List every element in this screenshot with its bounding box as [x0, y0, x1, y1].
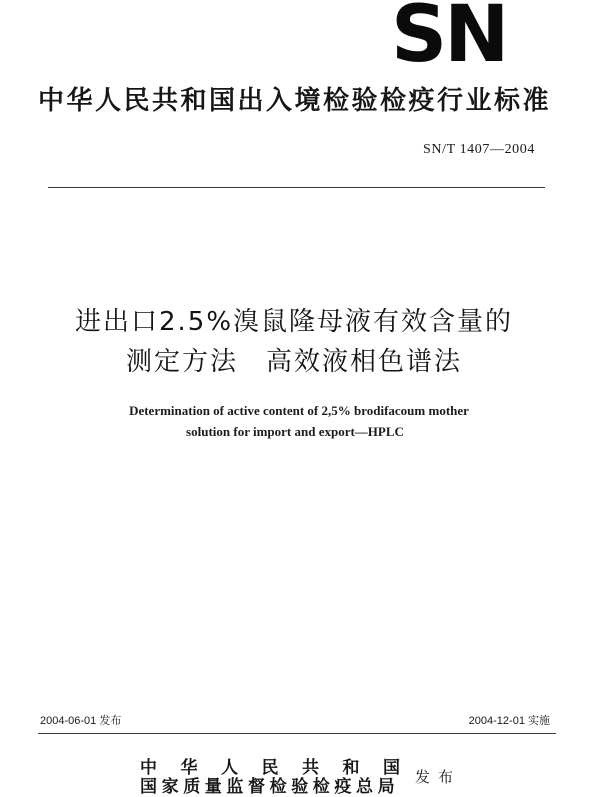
standard-title-zh-line1: 进出口2.5%溴鼠隆母液有效含量的	[74, 307, 514, 337]
issue-date: 2004-06-01 发布	[40, 715, 122, 727]
issuer-country: 中华人民共和国	[140, 758, 424, 778]
header-divider	[48, 187, 545, 188]
sn-logo: SN	[391, 0, 507, 80]
standard-title-en-line1: Determination of active content of 2,5% brodifacoum mother	[129, 403, 469, 418]
standard-title-en-line2: solution for import and export—HPLC	[186, 424, 404, 439]
footer-divider	[38, 733, 556, 734]
issuer-action: 发布	[415, 768, 462, 786]
standard-code: SN/T 1407—2004	[423, 142, 535, 157]
issuer-agency: 国家质量监督检验检疫总局	[140, 777, 400, 797]
standard-category-title: 中华人民共和国出入境检验检疫行业标准	[38, 86, 552, 116]
standard-title-zh-line2: 测定方法 高效液相色谱法	[125, 347, 462, 377]
implementation-date: 2004-12-01 实施	[468, 715, 550, 727]
